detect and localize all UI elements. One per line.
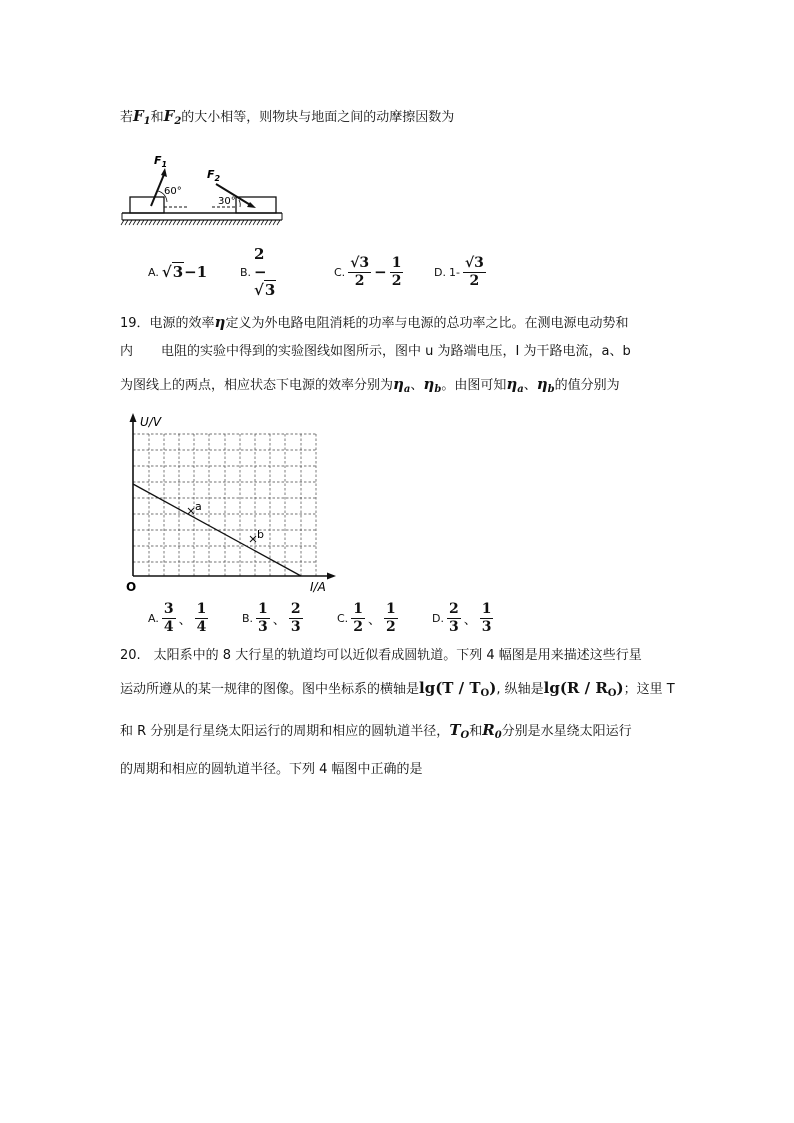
option-label: A. (148, 265, 159, 279)
q20-line-4: 的周期和相应的圆轨道半径。下列 4 幅图中正确的是 (120, 762, 423, 777)
fraction: $\frac{1}{2}$ (385, 600, 396, 635)
q18-suffix: 的大小相等，则物块与地面之间的动摩擦因数为 (181, 110, 455, 125)
option-label: D. (434, 265, 446, 279)
q18-option-c[interactable]: C. $\frac{√3}{2}$ − $\frac{1}{2}$ (334, 254, 402, 289)
option-label: C. (337, 611, 349, 625)
q20-line-2: 运动所遵从的某一规律的图像。图中坐标系的横轴是$\lg(T / T_O)$, 纵轴是$\lg(R / R_O)$；这里 T (120, 679, 675, 699)
point-b-label: b (257, 528, 264, 541)
f1-symbol: $F_1$ (133, 107, 151, 127)
q19-line-1: 19．电源的效率η定义为外电路电阻消耗的功率与电源的总功率之比。在测电源电动势和 (120, 313, 629, 331)
q19-line-2: 内 电阻的实验中得到的实验图线如图所示，图中 u 为路端电压，I 为干路电流，a、b (120, 344, 631, 359)
y-axis-arrow (130, 413, 137, 422)
ui-line (133, 484, 301, 576)
q18-prefix: 若 (120, 110, 134, 125)
f2-symbol: $F_2$ (163, 107, 182, 127)
q18-force-figure (118, 150, 288, 230)
grid (133, 434, 316, 576)
f1-angle: 60° (164, 186, 182, 197)
point-a-label: a (195, 500, 202, 513)
y-axis-label: U/V (140, 415, 162, 429)
f2-angle: 30° (218, 196, 236, 207)
origin-label: O (126, 580, 137, 594)
fraction: $\frac{1}{2}$ (391, 254, 402, 289)
f2-label: $F_2$ (207, 168, 221, 183)
option-label: A. (148, 611, 159, 625)
q18-option-b[interactable] (240, 245, 276, 299)
q19-option-b[interactable]: B. $\frac{1}{3}$ 、 $\frac{2}{3}$ (242, 600, 301, 635)
fraction: $\frac{1}{3}$ (481, 600, 492, 635)
q19-line-3: 为图线上的两点，相应状态下电源的效率分别为$\eta_a$、$\eta_b$。由图可知$\eta_a$、$\eta_b$的值分别为 (120, 375, 620, 395)
eta-symbol: η (214, 313, 226, 331)
f1-label: $F_1$ (154, 154, 168, 169)
q19-option-a[interactable]: A. $\frac{3}{4}$ 、 $\frac{1}{4}$ (148, 600, 207, 635)
option-label: B. (240, 265, 252, 279)
option-a-expression: √3−1 (161, 263, 208, 281)
q18-option-d[interactable]: D. 1- $\frac{√3}{2}$ (434, 254, 484, 289)
fraction: $\frac{√3}{2}$ (464, 254, 484, 289)
q20-line-1: 20. 太阳系中的 8 大行星的轨道均可以近似看成圆轨道。下列 4 幅图是用来描述这些行星 (120, 648, 642, 663)
q18-and: 和 (150, 110, 164, 125)
q18-option-a[interactable] (148, 250, 207, 294)
q19-option-d[interactable]: D. $\frac{2}{3}$ 、 $\frac{1}{3}$ (432, 600, 492, 635)
q20-line-3: 和 R 分别是行星绕太阳运行的周期和相应的圆轨道半径，$T_O$和$R_0$分别是水星绕太阳运行 (120, 721, 632, 741)
point-a-marker (188, 508, 194, 514)
x-axis-label: I/A (310, 580, 326, 594)
q19-option-c[interactable]: C. $\frac{1}{2}$ 、 $\frac{1}{2}$ (337, 600, 396, 635)
fraction: $\frac{1}{2}$ (353, 600, 363, 635)
x-axis-expression: $\lg(T / T_O)$ (419, 679, 497, 699)
x-axis-arrow (327, 573, 336, 580)
fraction: $\frac{1}{3}$ (258, 600, 268, 635)
option-label: D. (432, 611, 444, 625)
fraction: $\frac{1}{4}$ (196, 600, 207, 635)
option-b-expression: 2 − √3 (254, 245, 276, 299)
option-label: B. (242, 611, 254, 625)
y-axis-expression: $\lg(R / R_O)$ (543, 679, 624, 699)
fraction: $\frac{√3}{2}$ (350, 254, 370, 289)
fraction: $\frac{2}{3}$ (290, 600, 301, 635)
q18-intro (120, 106, 454, 129)
option-label: C. (334, 265, 346, 279)
q19-ui-graph (118, 412, 348, 594)
fraction: $\frac{2}{3}$ (448, 600, 459, 635)
fraction: $\frac{3}{4}$ (163, 600, 174, 635)
block-1 (121, 154, 204, 225)
block-2 (204, 168, 282, 225)
